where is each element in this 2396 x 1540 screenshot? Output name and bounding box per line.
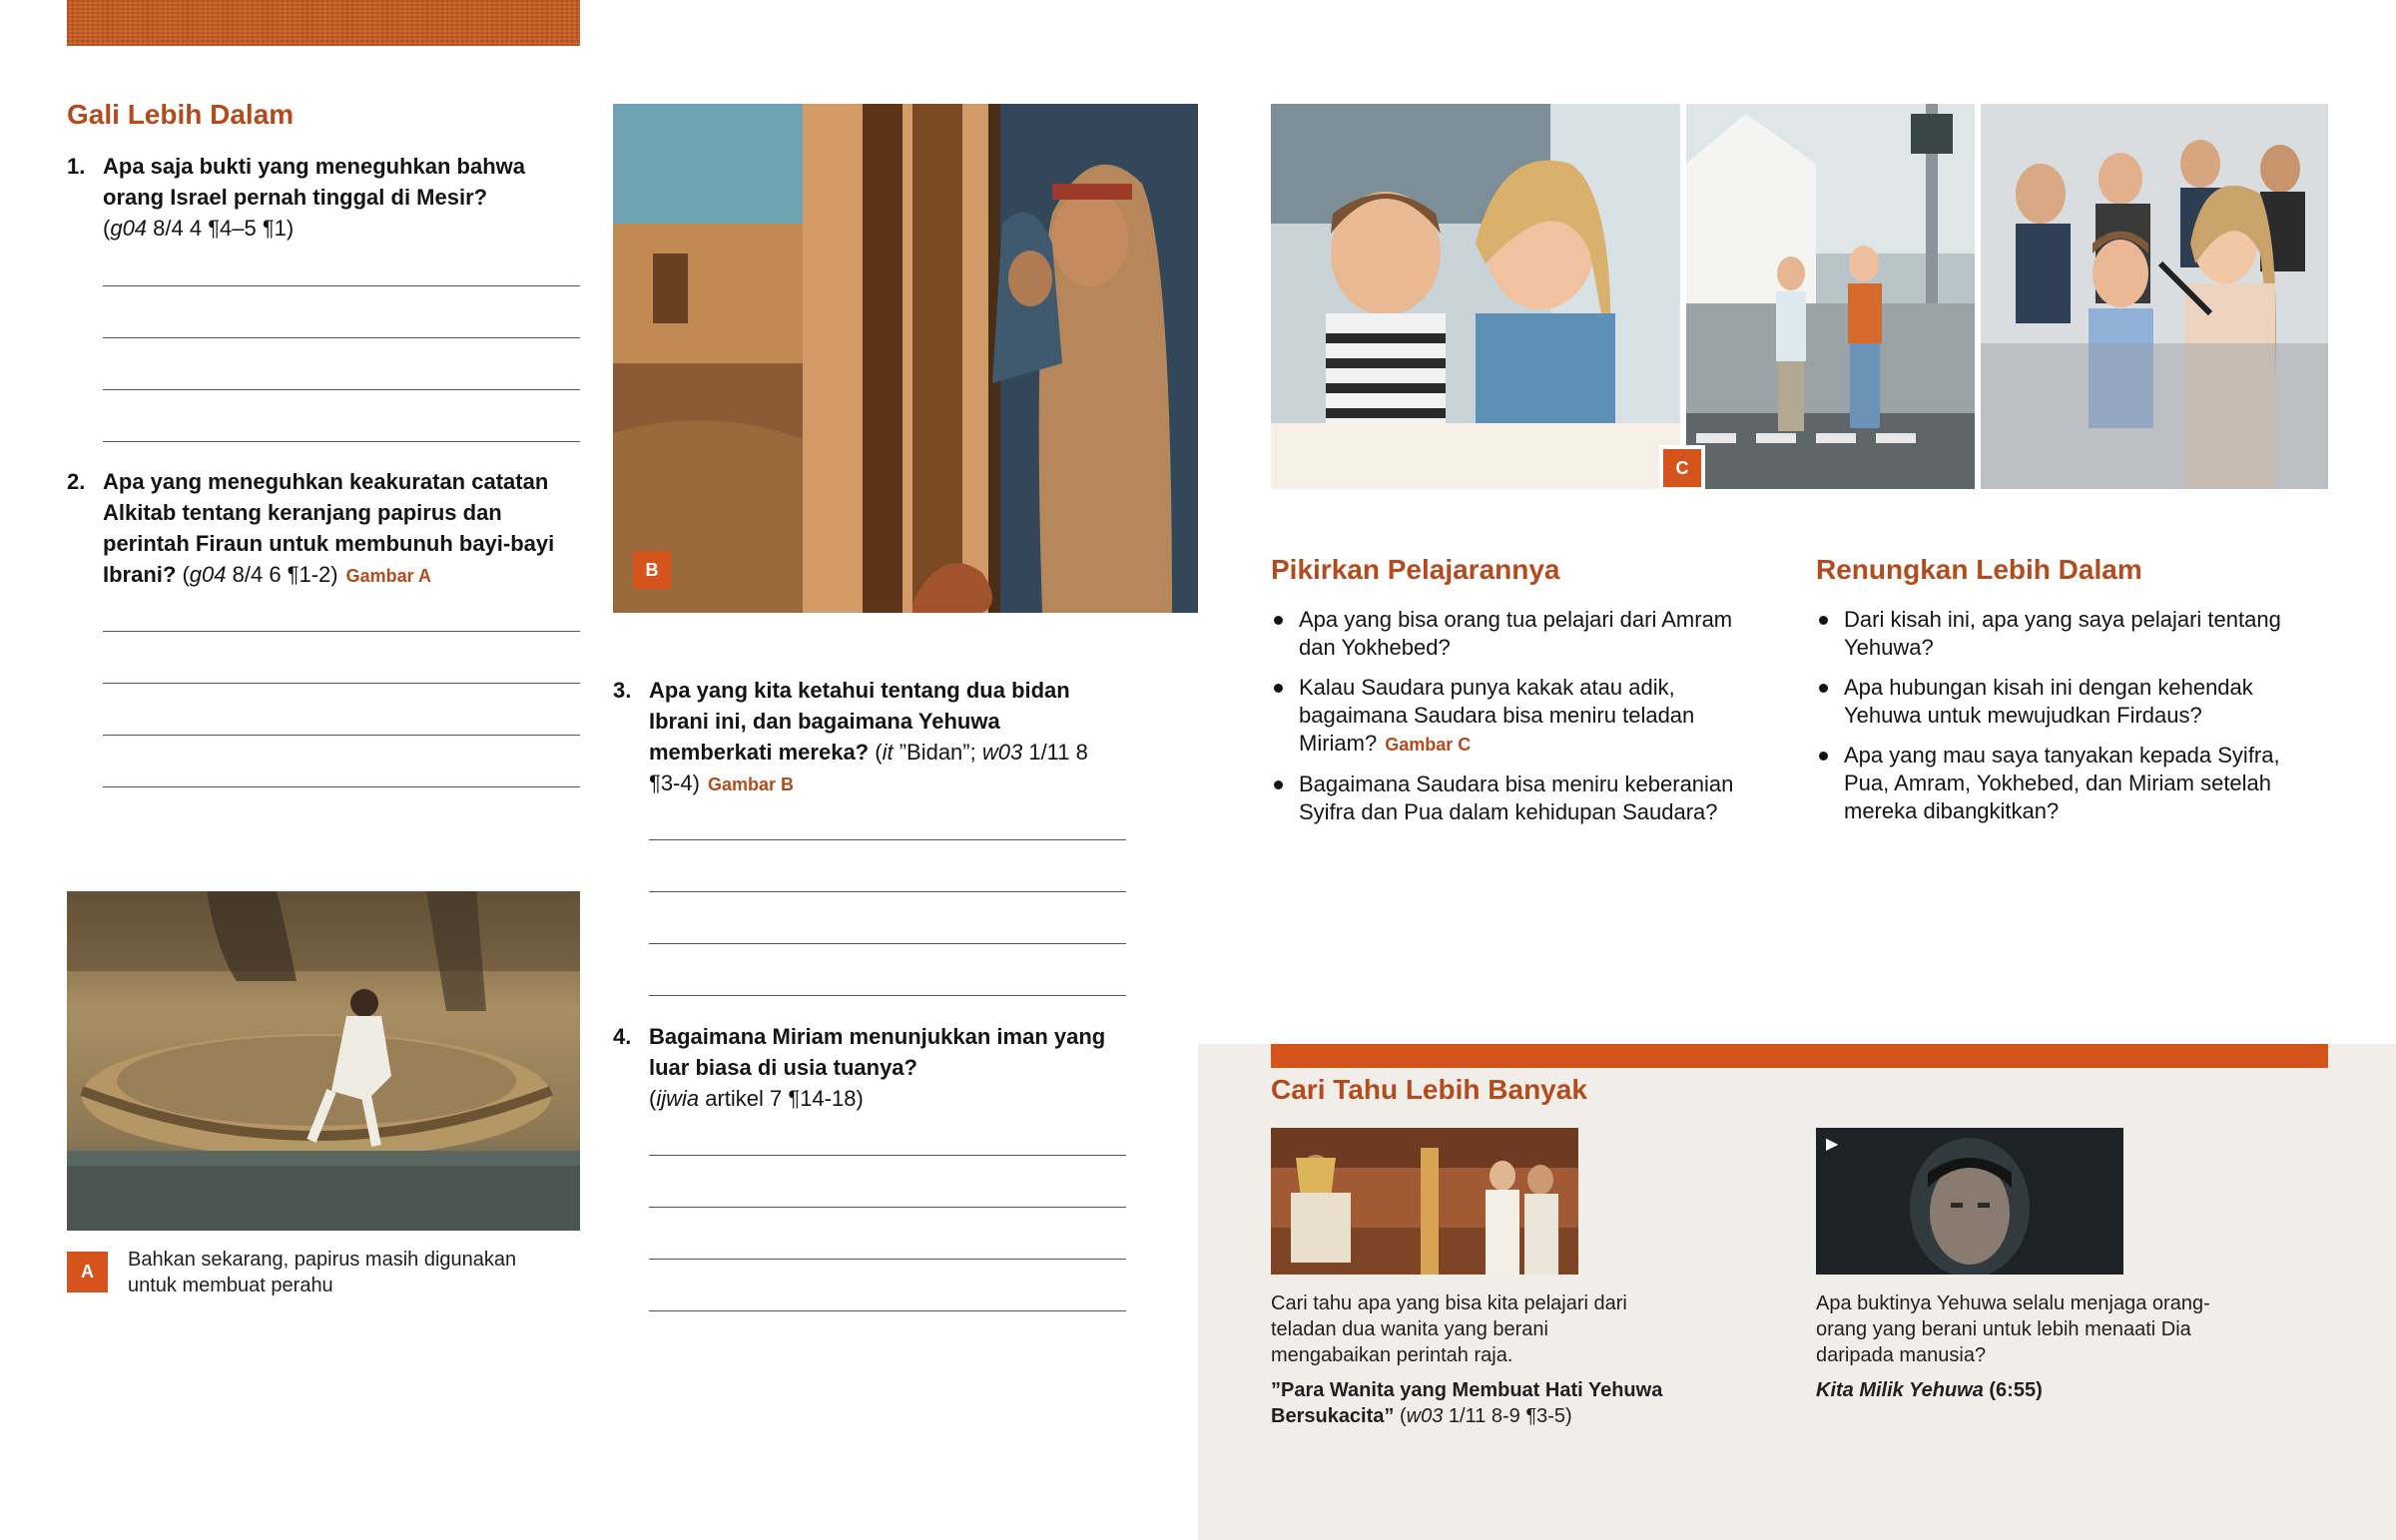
answer-line[interactable] [649, 943, 1126, 944]
article-reference[interactable]: ”Para Wanita yang Membuat Hati Yehuwa Bersukacita” (w03 1/11 8-9 ¶3-5) [1271, 1379, 1663, 1427]
list-item: Apa yang bisa orang tua pelajari dari Amram dan Yokhebed? [1271, 606, 1770, 662]
renungkan-list [1816, 606, 2315, 837]
photo-siblings [1271, 104, 1680, 489]
answer-line[interactable] [103, 735, 580, 736]
illustration-midwives [613, 104, 1198, 613]
question-text: Apa yang meneguhkan keakuratan catatan Alkitab tentang keranjang papirus dan perintah Firaun untuk membunuh bayi-bayi Ibrani? [103, 469, 555, 587]
caption-a: Bahkan sekarang, papirus masih digunakan untuk membuat perahu [128, 1249, 517, 1296]
article-thumbnail[interactable] [1271, 1128, 1578, 1275]
video-thumbnail[interactable] [1816, 1128, 2123, 1275]
answer-line[interactable] [649, 1155, 1126, 1156]
question-number: 4. [613, 1024, 632, 1049]
panel-accent-bar [1271, 1044, 2328, 1068]
section-title-cari: Cari Tahu Lebih Banyak [1271, 1074, 1587, 1105]
question-ref: (g04 8/4 6 ¶1-2) [176, 562, 338, 587]
list-item: Apa hubungan kisah ini dengan kehendak Yehuwa untuk mewujudkan Firdaus? [1816, 674, 2315, 730]
answer-line[interactable] [103, 786, 580, 787]
answer-line[interactable] [649, 1207, 1126, 1208]
question-4 [613, 1021, 1112, 1114]
figure-ref[interactable]: Gambar C [1385, 735, 1472, 755]
play-icon[interactable]: ▶ [1826, 1134, 1839, 1153]
question-1 [67, 151, 566, 244]
question-ref: (ijwia artikel 7 ¶14-18) [649, 1086, 864, 1111]
figure-badge-c: C [1659, 445, 1705, 491]
list-item: Bagaimana Saudara bisa meniru keberanian Syifra dan Pua dalam kehidupan Saudara? [1271, 770, 1770, 826]
answer-line[interactable] [649, 1259, 1126, 1260]
figure-ref[interactable]: Gambar B [707, 774, 794, 794]
question-number: 3. [613, 678, 632, 703]
question-number: 1. [67, 154, 86, 179]
answer-line[interactable] [103, 285, 580, 286]
figure-ref[interactable]: Gambar A [345, 566, 431, 586]
section-title-gali: Gali Lebih Dalam [67, 99, 295, 130]
question-text: Apa yang kita ketahui tentang dua bidan Ibrani ini, dan bagaimana Yehuwa memberkati mereka? [649, 678, 1070, 765]
photo-walking-children [1686, 104, 1975, 489]
question-text: Apa saja bukti yang meneguhkan bahwa orang Israel pernah tinggal di Mesir? [103, 154, 525, 210]
question-ref: (g04 8/4 4 ¶4–5 ¶1) [103, 216, 295, 241]
video-description: Apa buktinya Yehuwa selalu menjaga orang-orang yang berani untuk lebih menaati Dia daripada manusia? [1816, 1292, 2210, 1366]
answer-line[interactable] [103, 389, 580, 390]
answer-line[interactable] [649, 839, 1126, 840]
answer-line[interactable] [649, 1310, 1126, 1311]
answer-line[interactable] [649, 891, 1126, 892]
article-description: Cari tahu apa yang bisa kita pelajari dari teladan dua wanita yang berani mengabaikan perintah raja. [1271, 1292, 1627, 1366]
question-number: 2. [67, 469, 86, 494]
figure-badge-a: A [67, 1252, 108, 1292]
answer-line[interactable] [649, 995, 1126, 996]
question-2 [67, 466, 576, 592]
answer-line[interactable] [103, 631, 580, 632]
question-ref: (it ”Bidan”; w03 1/11 8 ¶3-4) [649, 740, 1088, 795]
answer-line[interactable] [103, 441, 580, 442]
list-item: Kalau Saudara punya kakak atau adik, bagaimana Saudara bisa meniru teladan Miriam? Gambar C [1271, 674, 1770, 759]
section-title-pikirkan: Pikirkan Pelajarannya [1271, 554, 1560, 585]
question-text: Bagaimana Miriam menunjukkan iman yang luar biasa di usia tuanya? [649, 1024, 1106, 1080]
video-reference[interactable]: Kita Milik Yehuwa (6:55) [1816, 1379, 2043, 1401]
question-3 [613, 675, 1112, 800]
list-item: Apa yang mau saya tanyakan kepada Syifra, Pua, Amram, Yokhebed, dan Miriam setelah mereka dibangkitkan? [1816, 742, 2315, 825]
list-item: Dari kisah ini, apa yang saya pelajari tentang Yehuwa? [1816, 606, 2315, 662]
answer-line[interactable] [103, 337, 580, 338]
figure-badge-b: B [633, 551, 671, 589]
photo-papyrus-boat [67, 891, 580, 1231]
top-accent-strip [67, 0, 580, 46]
answer-line[interactable] [103, 683, 580, 684]
section-title-renungkan: Renungkan Lebih Dalam [1816, 554, 2142, 585]
photo-meeting-comment [1981, 104, 2328, 489]
pikirkan-list [1271, 606, 1770, 838]
